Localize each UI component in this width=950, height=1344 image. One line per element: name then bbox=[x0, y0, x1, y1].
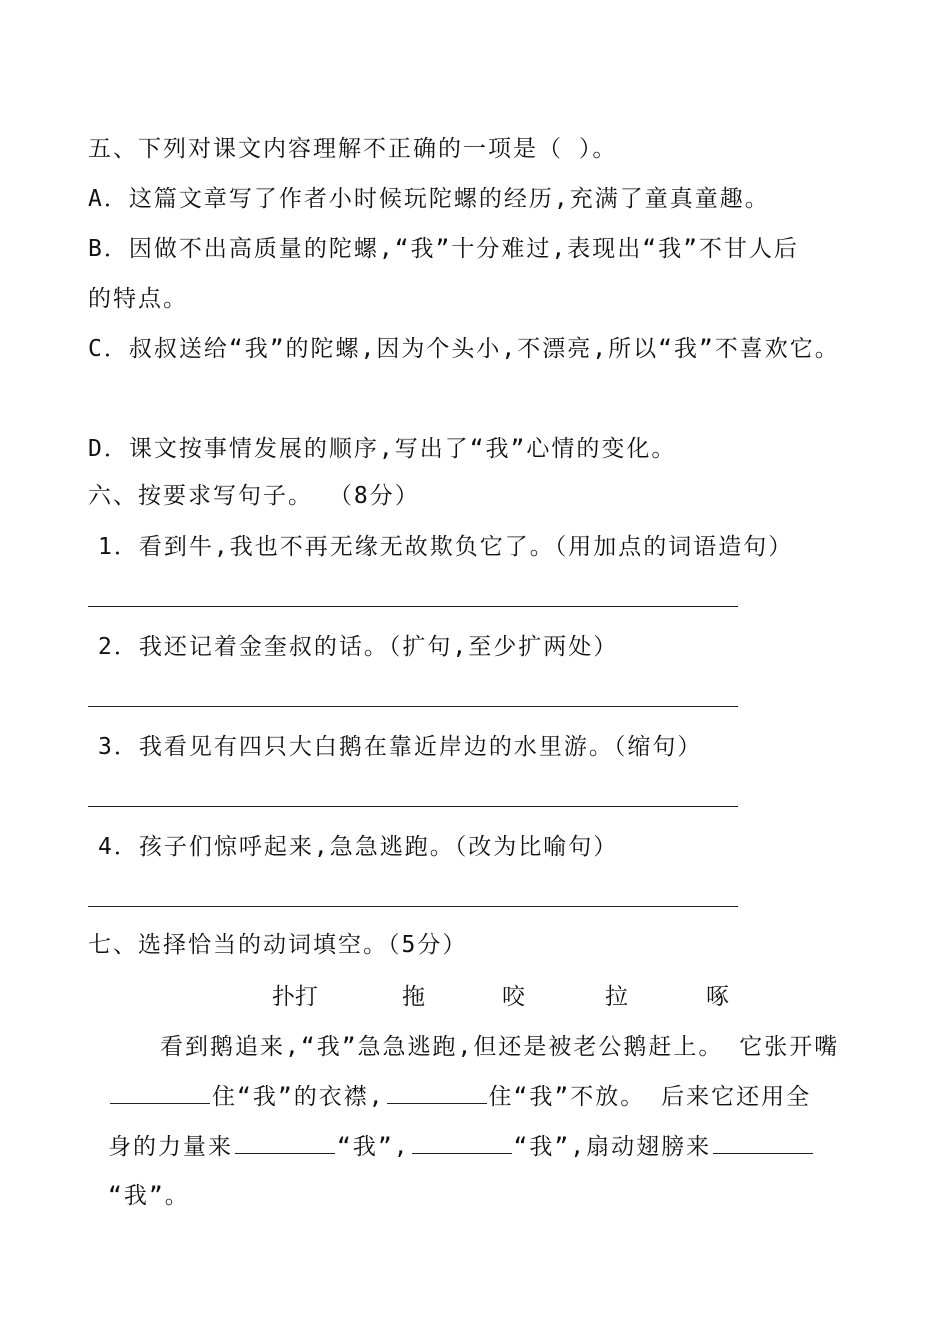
passage-line-2: 住“我”的衣襟, 住“我”不放。 后来它还用全 bbox=[108, 1081, 811, 1112]
fill-blank-5[interactable] bbox=[713, 1131, 813, 1154]
word-option: 啄 bbox=[706, 984, 729, 1010]
section-6-title: 六、按要求写句子。 （8分） bbox=[88, 483, 420, 509]
word-option: 拉 bbox=[605, 984, 628, 1010]
fill-blank-1[interactable] bbox=[110, 1081, 210, 1104]
word-option: 拖 bbox=[402, 984, 425, 1010]
question-2: 2．我还记着金奎叔的话。（扩句,至少扩两处） bbox=[98, 634, 619, 660]
fill-blank-3[interactable] bbox=[235, 1131, 335, 1154]
option-b-line2: 的特点。 bbox=[88, 286, 188, 312]
question-1: 1．看到牛,我也不再无缘无故欺负它了。（用加点的词语造句） bbox=[98, 534, 794, 560]
passage-line-4: “我”。 bbox=[108, 1183, 190, 1209]
answer-line-1[interactable] bbox=[88, 606, 738, 607]
option-a: A．这篇文章写了作者小时候玩陀螺的经历,充满了童真童趣。 bbox=[88, 186, 770, 212]
option-b-line1: B．因做不出高质量的陀螺,“我”十分难过,表现出“我”不甘人后 bbox=[88, 236, 799, 262]
option-c: C．叔叔送给“我”的陀螺,因为个头小,不漂亮,所以“我”不喜欢它。 bbox=[88, 336, 840, 362]
answer-line-2[interactable] bbox=[88, 706, 738, 707]
fill-blank-4[interactable] bbox=[412, 1131, 512, 1154]
word-option: 扑打 bbox=[272, 984, 318, 1010]
passage-line-1: 看到鹅追来,“我”急急逃跑,但还是被老公鹅赶上。 它张开嘴 bbox=[160, 1034, 840, 1060]
passage-line-3: 身的力量来 “我”, “我”,扇动翅膀来 bbox=[108, 1131, 815, 1162]
question-3: 3．我看见有四只大白鹅在靠近岸边的水里游。（缩句） bbox=[98, 734, 703, 760]
option-d: D．课文按事情发展的顺序,写出了“我”心情的变化。 bbox=[88, 436, 677, 462]
section-5-title: 五、下列对课文内容理解不正确的一项是（ ）。 bbox=[88, 136, 618, 162]
answer-line-3[interactable] bbox=[88, 806, 738, 807]
word-option: 咬 bbox=[502, 984, 525, 1010]
answer-line-4[interactable] bbox=[88, 906, 738, 907]
question-4: 4．孩子们惊呼起来,急急逃跑。（改为比喻句） bbox=[98, 834, 619, 860]
section-7-title: 七、选择恰当的动词填空。（5分） bbox=[88, 932, 468, 958]
fill-blank-2[interactable] bbox=[387, 1081, 487, 1104]
